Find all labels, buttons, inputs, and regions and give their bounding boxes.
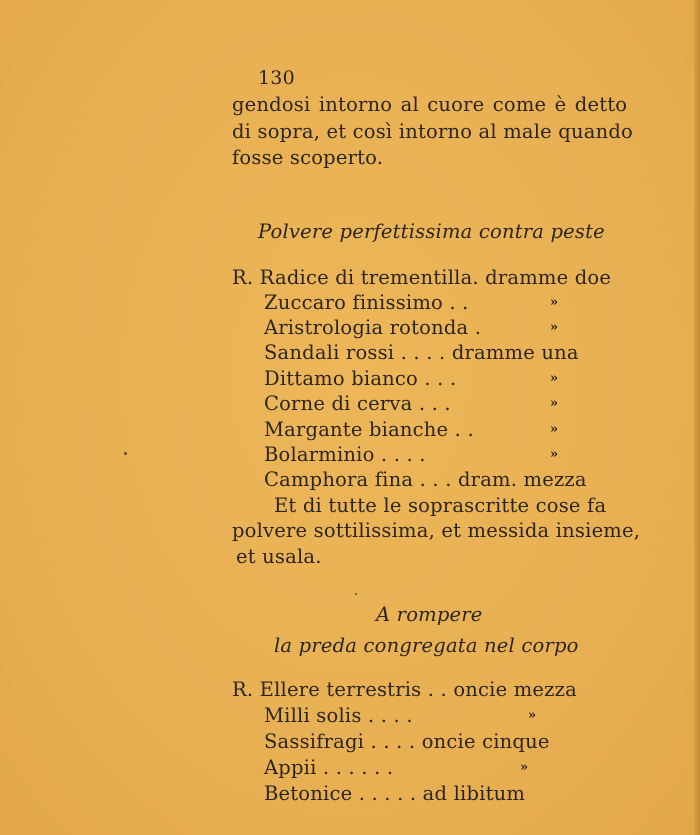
intro-line: gendosi intorno al cuore come è detto	[232, 93, 628, 116]
ditto-mark: »	[528, 708, 537, 723]
paper-speck	[124, 452, 127, 455]
ingredient-line: Sandali rossi . . . . dramme una	[264, 341, 579, 364]
ditto-mark: »	[550, 447, 559, 462]
recipe-title: Polvere perfettissima contra peste	[258, 220, 605, 243]
ingredient-line: R. Ellere terrestris . . oncie mezza	[232, 678, 577, 701]
ditto-mark: »	[550, 320, 559, 335]
recipe-title: la preda congregata nel corpo	[274, 634, 579, 657]
instruction-line: Et di tutte le soprascritte cose fa	[274, 494, 607, 517]
ingredient-line: R. Radice di trementilla. dramme doe	[232, 266, 612, 289]
ingredient-line: Margante bianche . .	[264, 418, 474, 441]
paper-speck	[355, 593, 357, 595]
ingredient-line: Dittamo bianco . . .	[264, 367, 457, 390]
ingredient-line: Zuccaro finissimo . .	[264, 291, 469, 314]
ingredient-line: Aristrologia rotonda .	[264, 316, 482, 339]
instruction-line: polvere sottilissima, et messida insieme,	[232, 519, 641, 542]
recipe-title: A rompere	[376, 603, 483, 626]
ditto-mark: »	[550, 295, 559, 310]
ingredient-line: Betonice . . . . . ad libitum	[264, 782, 526, 805]
ingredient-line: Corne di cerva . . .	[264, 392, 451, 415]
instruction-line: et usala.	[236, 545, 322, 568]
ditto-mark: »	[520, 760, 529, 775]
ingredient-line: Appii . . . . . .	[264, 756, 394, 779]
ingredient-line: Sassifragi . . . . oncie cinque	[264, 730, 550, 753]
ingredient-line: Camphora fina . . . dram. mezza	[264, 468, 587, 491]
ingredient-line: Bolarminio . . . .	[264, 443, 426, 466]
page-number: 130	[258, 67, 295, 89]
ditto-mark: »	[550, 422, 559, 437]
ditto-mark: »	[550, 371, 559, 386]
intro-line: di sopra, et così intorno al male quando	[232, 120, 633, 143]
intro-line: fosse scoperto.	[232, 146, 384, 169]
page-edge	[694, 0, 700, 835]
ingredient-line: Milli solis . . . .	[264, 704, 413, 727]
ditto-mark: »	[550, 396, 559, 411]
